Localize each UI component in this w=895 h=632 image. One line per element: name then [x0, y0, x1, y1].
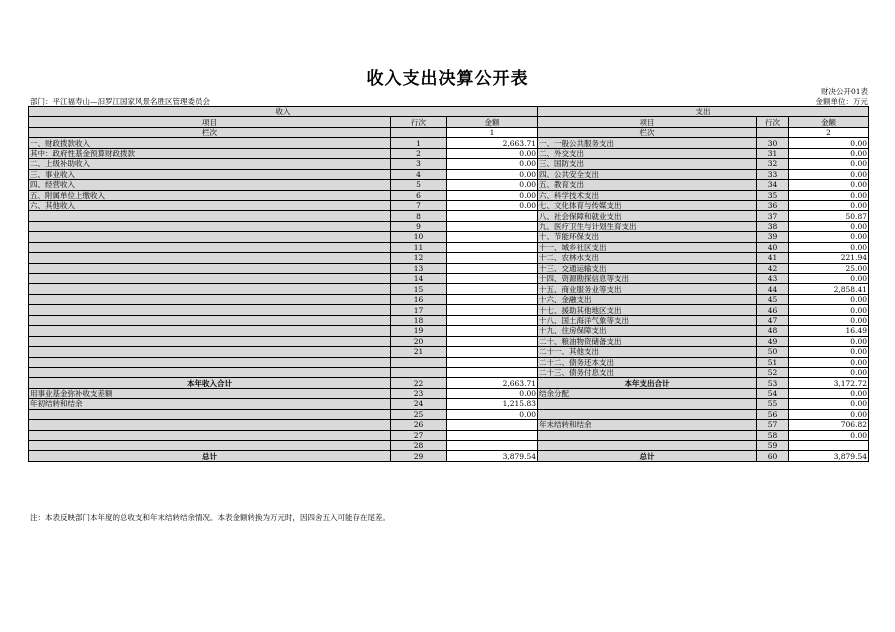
income-col-label: 栏次	[29, 127, 391, 137]
expense-amount-cell: 0.00	[789, 200, 869, 210]
table-row	[29, 336, 869, 346]
income-amount-cell	[447, 274, 538, 284]
income-row-no-cell: 9	[391, 221, 447, 231]
expense-item-cell: 十八、国土海洋气象等支出	[538, 315, 757, 325]
expense-item-cell: 七、文化体育与传媒支出	[538, 200, 757, 210]
expense-amount-cell: 0.00	[789, 159, 869, 169]
expense-item-cell	[538, 399, 757, 409]
income-item-cell	[29, 315, 391, 325]
expense-amount-cell: 3,172.72	[789, 378, 869, 388]
expense-item-cell: 年末结转和结余	[538, 420, 757, 430]
expense-col-blank	[757, 127, 789, 137]
income-amount-cell: 2,663.71	[447, 378, 538, 388]
table-row	[29, 284, 869, 294]
expense-row-no-cell: 32	[757, 159, 789, 169]
income-amount-cell	[447, 294, 538, 304]
income-row-no-cell: 15	[391, 284, 447, 294]
income-row-no-cell: 25	[391, 409, 447, 419]
income-row-no-cell: 12	[391, 253, 447, 263]
header-row-section	[29, 107, 869, 117]
expense-amount-cell: 0.00	[789, 138, 869, 148]
expense-row-no-cell: 36	[757, 200, 789, 210]
income-item-cell	[29, 221, 391, 231]
income-row-no-cell: 11	[391, 242, 447, 252]
expense-row-no-cell: 52	[757, 367, 789, 377]
income-item-cell	[29, 242, 391, 252]
form-number: 财决公开01表	[820, 87, 868, 96]
expense-row-no-cell: 47	[757, 315, 789, 325]
income-row-no-cell: 1	[391, 138, 447, 148]
income-item-cell	[29, 326, 391, 336]
expense-amount-cell	[789, 441, 869, 451]
income-amount-cell	[447, 263, 538, 273]
expense-row-no-cell: 33	[757, 169, 789, 179]
income-row-no-cell: 29	[391, 451, 447, 461]
expense-amount-cell: 706.82	[789, 420, 869, 430]
expense-amount-header: 金额	[789, 117, 869, 127]
income-row-no-cell: 21	[391, 347, 447, 357]
income-item-cell	[29, 347, 391, 357]
expense-amount-cell: 0.00	[789, 430, 869, 440]
expense-item-cell: 十五、商业服务业等支出	[538, 284, 757, 294]
income-row-no-cell: 17	[391, 305, 447, 315]
expense-item-cell: 结余分配	[538, 388, 757, 398]
expense-item-cell	[538, 441, 757, 451]
expense-item-cell: 十、节能环保支出	[538, 232, 757, 242]
income-amount-cell: 0.00	[447, 409, 538, 419]
expense-row-no-cell: 31	[757, 148, 789, 158]
table-row	[29, 148, 869, 158]
income-row-no-cell: 6	[391, 190, 447, 200]
expense-row-no-cell: 38	[757, 221, 789, 231]
income-item-cell	[29, 253, 391, 263]
table-row	[29, 274, 869, 284]
expense-amount-cell: 0.00	[789, 388, 869, 398]
expense-amount-cell: 0.00	[789, 347, 869, 357]
footnote: 注：本表反映部门本年度的总收支和年末结转结余情况。本表金额转换为万元时，因四舍五入可能存在尾差。	[30, 513, 390, 522]
expense-item-cell: 三、国防支出	[538, 159, 757, 169]
income-row-no-header: 行次	[391, 117, 447, 127]
income-amount-cell	[447, 253, 538, 263]
expense-item-cell: 本年支出合计	[538, 378, 757, 388]
income-amount-cell: 0.00	[447, 180, 538, 190]
expense-row-no-cell: 58	[757, 430, 789, 440]
expense-amount-cell: 0.00	[789, 232, 869, 242]
income-amount-cell: 0.00	[447, 200, 538, 210]
table-row	[29, 367, 869, 377]
table-row	[29, 242, 869, 252]
table-row	[29, 253, 869, 263]
expense-amount-cell: 0.00	[789, 409, 869, 419]
expense-row-no-cell: 59	[757, 441, 789, 451]
expense-amount-cell: 221.94	[789, 253, 869, 263]
table-row	[29, 378, 869, 388]
income-item-cell	[29, 367, 391, 377]
income-amount-cell: 0.00	[447, 388, 538, 398]
income-row-no-cell: 24	[391, 399, 447, 409]
expense-item-cell: 四、公共安全支出	[538, 169, 757, 179]
income-item-cell	[29, 294, 391, 304]
income-item-cell: 用事业基金弥补收支差额	[29, 388, 391, 398]
income-item-cell	[29, 284, 391, 294]
income-row-no-cell: 10	[391, 232, 447, 242]
expense-item-cell: 十六、金融支出	[538, 294, 757, 304]
income-amount-cell	[447, 347, 538, 357]
income-row-no-cell: 26	[391, 420, 447, 430]
income-col-blank	[391, 127, 447, 137]
income-col-number: 1	[447, 127, 538, 137]
expense-item-cell: 十三、交通运输支出	[538, 263, 757, 273]
income-amount-header: 金额	[447, 117, 538, 127]
expense-amount-cell: 3,879.54	[789, 451, 869, 461]
income-amount-cell: 0.00	[447, 148, 538, 158]
income-row-no-cell: 22	[391, 378, 447, 388]
income-amount-cell: 3,879.54	[447, 451, 538, 461]
expense-item-cell	[538, 409, 757, 419]
table-row	[29, 169, 869, 179]
expense-row-no-cell: 46	[757, 305, 789, 315]
expense-row-no-cell: 34	[757, 180, 789, 190]
header-row-columns	[29, 117, 869, 127]
table-row	[29, 294, 869, 304]
income-expense-table	[28, 106, 869, 462]
income-row-no-cell: 16	[391, 294, 447, 304]
expense-amount-cell: 0.00	[789, 399, 869, 409]
income-section-header: 收入	[29, 107, 538, 117]
income-item-header: 项目	[29, 117, 391, 127]
table-row	[29, 315, 869, 325]
income-amount-cell	[447, 221, 538, 231]
income-amount-cell	[447, 242, 538, 252]
table-row	[29, 430, 869, 440]
table-row	[29, 420, 869, 430]
expense-row-no-cell: 57	[757, 420, 789, 430]
income-row-no-cell: 20	[391, 336, 447, 346]
income-amount-cell: 1,215.83	[447, 399, 538, 409]
income-row-no-cell: 18	[391, 315, 447, 325]
expense-row-no-cell: 55	[757, 399, 789, 409]
table-row	[29, 221, 869, 231]
income-amount-cell	[447, 232, 538, 242]
expense-row-no-cell: 41	[757, 253, 789, 263]
income-amount-cell	[447, 305, 538, 315]
expense-item-cell: 二十、粮油物资储备支出	[538, 336, 757, 346]
income-row-no-cell: 27	[391, 430, 447, 440]
expense-item-cell: 十四、资源勘探信息等支出	[538, 274, 757, 284]
income-item-cell	[29, 420, 391, 430]
expense-item-cell: 二、外交支出	[538, 148, 757, 158]
income-amount-cell	[447, 211, 538, 221]
income-amount-cell: 0.00	[447, 190, 538, 200]
income-amount-cell	[447, 336, 538, 346]
income-item-cell	[29, 274, 391, 284]
expense-amount-cell: 0.00	[789, 367, 869, 377]
expense-item-cell: 十二、农林水支出	[538, 253, 757, 263]
expense-row-no-cell: 40	[757, 242, 789, 252]
income-item-cell: 年初结转和结余	[29, 399, 391, 409]
income-amount-cell	[447, 441, 538, 451]
expense-item-cell: 十九、住房保障支出	[538, 326, 757, 336]
expense-section-header: 支出	[538, 107, 869, 117]
report-title: 收入支出决算公开表	[366, 69, 529, 89]
income-row-no-cell: 23	[391, 388, 447, 398]
income-amount-cell: 2,663.71	[447, 138, 538, 148]
expense-row-no-cell: 30	[757, 138, 789, 148]
income-amount-cell	[447, 357, 538, 367]
expense-row-no-header: 行次	[757, 117, 789, 127]
expense-item-cell: 九、医疗卫生与计划生育支出	[538, 221, 757, 231]
expense-row-no-cell: 51	[757, 357, 789, 367]
income-item-cell: 其中：政府性基金预算财政拨款	[29, 148, 391, 158]
expense-amount-cell: 0.00	[789, 169, 869, 179]
income-amount-cell	[447, 420, 538, 430]
income-row-no-cell: 19	[391, 326, 447, 336]
expense-amount-cell: 0.00	[789, 242, 869, 252]
table-row	[29, 159, 869, 169]
income-amount-cell	[447, 326, 538, 336]
expense-item-cell: 五、教育支出	[538, 180, 757, 190]
income-item-cell: 一、财政拨款收入	[29, 138, 391, 148]
expense-row-no-cell: 50	[757, 347, 789, 357]
income-item-cell: 四、经营收入	[29, 180, 391, 190]
income-item-cell: 三、事业收入	[29, 169, 391, 179]
income-row-no-cell: 4	[391, 169, 447, 179]
income-item-cell: 本年收入合计	[29, 378, 391, 388]
expense-item-cell	[538, 430, 757, 440]
table-row	[29, 211, 869, 221]
expense-item-cell: 二十二、债务还本支出	[538, 357, 757, 367]
expense-row-no-cell: 49	[757, 336, 789, 346]
income-item-cell	[29, 263, 391, 273]
expense-amount-cell: 0.00	[789, 221, 869, 231]
income-item-cell: 六、其他收入	[29, 200, 391, 210]
table-row	[29, 326, 869, 336]
expense-item-cell: 八、社会保障和就业支出	[538, 211, 757, 221]
income-item-cell: 二、上级补助收入	[29, 159, 391, 169]
table-row	[29, 190, 869, 200]
expense-col-number: 2	[789, 127, 869, 137]
expense-amount-cell: 0.00	[789, 294, 869, 304]
expense-row-no-cell: 39	[757, 232, 789, 242]
expense-item-header: 项目	[538, 117, 757, 127]
income-amount-cell	[447, 367, 538, 377]
income-item-cell	[29, 357, 391, 367]
income-row-no-cell: 7	[391, 200, 447, 210]
income-item-cell	[29, 441, 391, 451]
table-row	[29, 399, 869, 409]
income-amount-cell: 0.00	[447, 159, 538, 169]
expense-amount-cell: 0.00	[789, 180, 869, 190]
expense-amount-cell: 0.00	[789, 190, 869, 200]
table-row	[29, 441, 869, 451]
table-row	[29, 451, 869, 461]
income-amount-cell	[447, 315, 538, 325]
expense-amount-cell: 0.00	[789, 315, 869, 325]
expense-amount-cell: 0.00	[789, 274, 869, 284]
expense-item-cell: 总计	[538, 451, 757, 461]
expense-row-no-cell: 53	[757, 378, 789, 388]
table-row	[29, 138, 869, 148]
expense-amount-cell: 16.49	[789, 326, 869, 336]
department-label: 部门：平江福寿山—汨罗江国家风景名胜区管理委员会	[30, 97, 210, 106]
table-row	[29, 409, 869, 419]
income-row-no-cell: 28	[391, 441, 447, 451]
table-row	[29, 263, 869, 273]
income-item-cell	[29, 409, 391, 419]
expense-item-cell: 二十一、其他支出	[538, 347, 757, 357]
expense-amount-cell: 0.00	[789, 357, 869, 367]
income-row-no-cell	[391, 357, 447, 367]
income-item-cell: 五、附属单位上缴收入	[29, 190, 391, 200]
expense-row-no-cell: 43	[757, 274, 789, 284]
income-item-cell	[29, 211, 391, 221]
income-row-no-cell: 13	[391, 263, 447, 273]
expense-row-no-cell: 54	[757, 388, 789, 398]
income-item-cell: 总计	[29, 451, 391, 461]
income-item-cell	[29, 430, 391, 440]
expense-row-no-cell: 48	[757, 326, 789, 336]
expense-item-cell: 二十三、债务付息支出	[538, 367, 757, 377]
expense-row-no-cell: 37	[757, 211, 789, 221]
income-row-no-cell	[391, 367, 447, 377]
income-amount-cell: 0.00	[447, 169, 538, 179]
expense-row-no-cell: 45	[757, 294, 789, 304]
expense-amount-cell: 0.00	[789, 148, 869, 158]
income-row-no-cell: 5	[391, 180, 447, 190]
table-row	[29, 180, 869, 190]
income-row-no-cell: 8	[391, 211, 447, 221]
income-amount-cell	[447, 284, 538, 294]
table-row	[29, 200, 869, 210]
expense-row-no-cell: 44	[757, 284, 789, 294]
income-row-no-cell: 2	[391, 148, 447, 158]
expense-row-no-cell: 42	[757, 263, 789, 273]
expense-amount-cell: 0.00	[789, 336, 869, 346]
table-row	[29, 232, 869, 242]
expense-amount-cell: 0.00	[789, 305, 869, 315]
expense-item-cell: 一、一般公共服务支出	[538, 138, 757, 148]
income-item-cell	[29, 232, 391, 242]
expense-col-label: 栏次	[538, 127, 757, 137]
expense-amount-cell: 2,858.41	[789, 284, 869, 294]
expense-row-no-cell: 35	[757, 190, 789, 200]
expense-amount-cell: 50.87	[789, 211, 869, 221]
expense-row-no-cell: 60	[757, 451, 789, 461]
header-row-col-index	[29, 127, 869, 137]
income-item-cell	[29, 336, 391, 346]
expense-amount-cell: 25.00	[789, 263, 869, 273]
expense-item-cell: 十一、城乡社区支出	[538, 242, 757, 252]
expense-item-cell: 六、科学技术支出	[538, 190, 757, 200]
table-row	[29, 388, 869, 398]
table-row	[29, 305, 869, 315]
expense-row-no-cell: 56	[757, 409, 789, 419]
expense-item-cell: 十七、援助其他地区支出	[538, 305, 757, 315]
table-row	[29, 347, 869, 357]
income-item-cell	[29, 305, 391, 315]
income-amount-cell	[447, 430, 538, 440]
income-row-no-cell: 14	[391, 274, 447, 284]
income-row-no-cell: 3	[391, 159, 447, 169]
amount-unit-label: 金额单位：万元	[815, 97, 868, 106]
table-row	[29, 357, 869, 367]
